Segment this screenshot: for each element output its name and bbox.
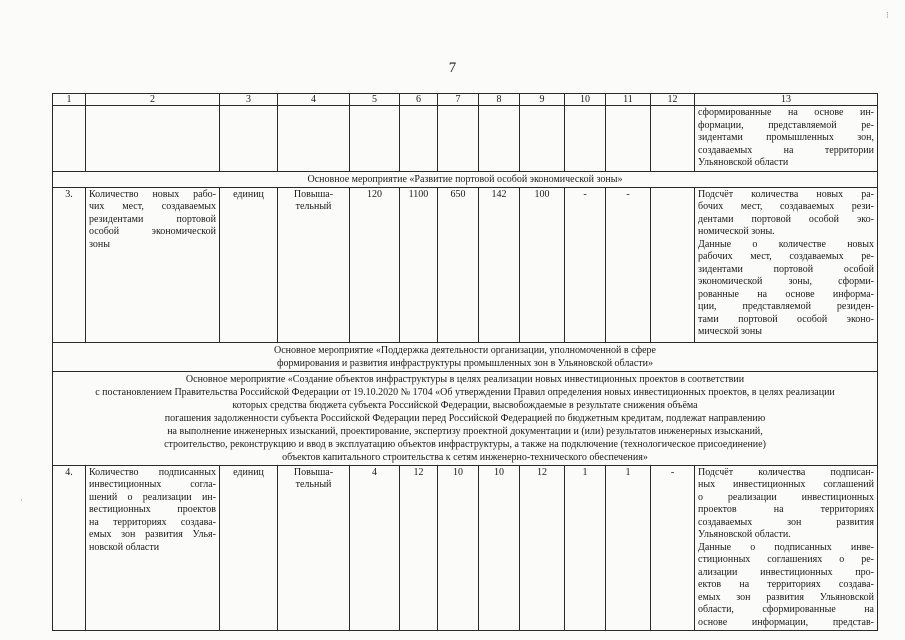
section-heading-infrastructure: Основное мероприятие «Создание объектов инфраструктуры в целях реализации новых инвестиционных проектов в соответствии с постановлением Правительства Российской Федерации от 19.10.2020 № 1704 «Об утверждении Правил определения новых инвестиционных проектов, в целях реализации которых средства бюджета субъекта Российской Федерации, высвобождаемые в результате снижения объёма погашения задолженности субъекта Российской Федерации перед Российской Федерацией по бюджетным кредитам, подлежат направлению на выполнение инженерных изысканий, проектирование, экспертизу проектной документации и (или) результатов инженерных изысканий, строительство, реконструкцию и ввод в эксплуатацию объектов инфраструктуры, а также на подключение (технологическое присоединение) объектов капитального строительства к сетям инженерно-технического обеспечения»: [53, 371, 878, 465]
direction: Повыша- тельный: [278, 465, 350, 631]
col-header: 3: [220, 94, 278, 106]
method-cell: Подсчёт количества подписан- ных инвестиционных соглашений о реализации инвестиционных проектов на территориях создаваемых зон развития Ульяновской области. Данные о подписанных инве- стиционных соглашениях о ре- ализации инвестиционных про- ектов на территориях создава- емых зон развития Ульяновской области, сформированные на основе информации, представ-: [695, 465, 878, 631]
value-cell: -: [565, 187, 606, 342]
col-header: 8: [479, 94, 520, 106]
col-header: 6: [400, 94, 438, 106]
table-row-3: [53, 187, 878, 342]
table-row-4: [53, 465, 878, 631]
section-heading-support: Основное мероприятие «Поддержка деятельности организации, уполномоченной в сфере формирования и развития инфраструктуры промышленных зон в Ульяновской области»: [53, 342, 878, 371]
value-cell: 650: [438, 187, 479, 342]
col-header: 11: [606, 94, 651, 106]
col-header: 7: [438, 94, 479, 106]
direction: Повыша- тельный: [278, 187, 350, 342]
value-cell: 120: [350, 187, 400, 342]
value-cell: [651, 187, 695, 342]
col-header: 13: [695, 94, 878, 106]
indicators-table: [52, 93, 878, 631]
section-heading-port: Основное мероприятие «Развитие портовой особой экономической зоны»: [53, 171, 878, 187]
table-row-continuation: [53, 106, 878, 172]
unit: единиц: [220, 465, 278, 631]
col-header: 10: [565, 94, 606, 106]
column-number-row: [53, 94, 878, 106]
value-cell: 1: [565, 465, 606, 631]
value-cell: 100: [520, 187, 565, 342]
col-header: 12: [651, 94, 695, 106]
page-number: 7: [448, 60, 457, 76]
indicator-name: Количество новых рабо- чих мест, создаваемых резидентами портовой особой экономической зоны: [86, 187, 220, 342]
col-header: 9: [520, 94, 565, 106]
value-cell: 1100: [400, 187, 438, 342]
value-cell: 142: [479, 187, 520, 342]
value-cell: 12: [400, 465, 438, 631]
value-cell: -: [606, 187, 651, 342]
col-header: 4: [278, 94, 350, 106]
row-number: 4.: [53, 465, 86, 631]
scan-artifact: ⁝: [886, 10, 889, 20]
col-header: 5: [350, 94, 400, 106]
col-header: 1: [53, 94, 86, 106]
method-cell: сформированные на основе ин- формации, представляемой ре- зидентами промышленных зон, создаваемых на территории Ульяновской области: [695, 106, 878, 172]
method-cell: Подсчёт количества новых ра- бочих мест, создаваемых рези- дентами портовой особой эко- номической зоны. Данные о количестве новых рабочих мест, создаваемых ре- зидентами портовой особой экономической зоны, сформи- рованные на основе информа- ции, представляемой резиден- тами портовой особой эконо- мической зоны: [695, 187, 878, 342]
indicator-name: Количество подписанных инвестиционных согла- шений о реализации ин- вестиционных проектов на территориях создава- емых зон развития Улья- новской области: [86, 465, 220, 631]
value-cell: -: [651, 465, 695, 631]
scan-artifact: ·: [20, 495, 23, 505]
value-cell: 12: [520, 465, 565, 631]
col-header: 2: [86, 94, 220, 106]
row-number: 3.: [53, 187, 86, 342]
value-cell: 1: [606, 465, 651, 631]
value-cell: 4: [350, 465, 400, 631]
value-cell: 10: [479, 465, 520, 631]
value-cell: 10: [438, 465, 479, 631]
unit: единиц: [220, 187, 278, 342]
